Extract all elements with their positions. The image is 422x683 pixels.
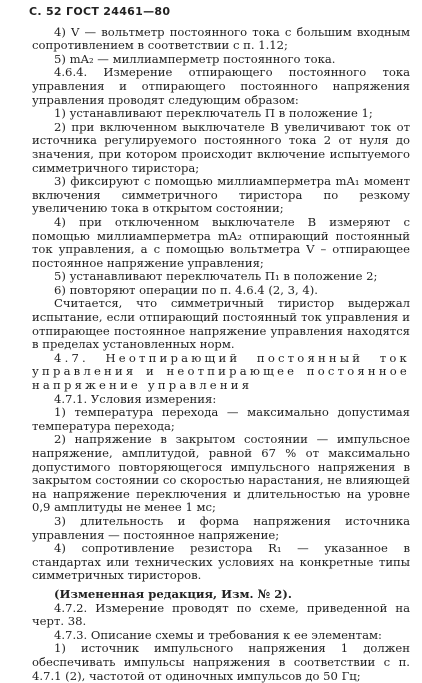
paragraph: 2) при включенном выключателе В увеличивают ток от источника регулируемого постоянного тока 2 от нуля до значения, при котором происходит включение испытуемого симметричного тиристора; xyxy=(32,119,410,175)
page-number: С. 52 xyxy=(29,5,62,18)
paragraph: 4.6.4. Измерение отпирающего постоянного тока управления и отпирающего постоянного напряжения управления проводят следующим образом: xyxy=(32,65,410,107)
paragraph: 3) длительность и форма напряжения источника управления — постоянное напряжение; xyxy=(32,513,410,542)
paragraph: 1) устанавливают переключатель П в положение 1; xyxy=(54,106,373,121)
paragraph: 4.7.2. Измерение проводят по схеме, приведенной на черт. 38. xyxy=(32,600,410,629)
paragraph: 1) температура перехода — максимально допустимая температура перехода; xyxy=(32,405,410,433)
section-heading: 4.7. Неотпирающий постоянный ток управления и неотпирающее постоянное напряжение управления xyxy=(32,350,410,393)
paragraph: 4) V — вольтметр постоянного тока с большим входным сопротивлением в соответствии с п. 1.12; xyxy=(32,24,410,53)
paragraph: 2) напряжение в закрытом состоянии — импульсное напряжение, амплитудой, равной 67 % от максимально допустимого повторяющегося импульсного напряжения в закрытом состоянии со скоростью нарастания, не влияющей на напряжение переключения и длительностью на уровне 0,9 амплитуды не менее 1 мс; xyxy=(32,432,410,515)
amendment-note: (Измененная редакция, Изм. № 2). xyxy=(54,586,292,601)
standard-number: ГОСТ 24461—80 xyxy=(66,5,171,18)
paragraph: 1) источник импульсного напряжения 1 должен обеспечивать импульсы напряжения в соответствии с п. 4.7.1 (2), частотой от одиночных импульсов до 50 Гц; xyxy=(32,641,410,683)
paragraph: 4.7.3. Описание схемы и требования к ее элементам: xyxy=(54,627,382,642)
paragraph: 5) устанавливают переключатель П₁ в положение 2; xyxy=(54,269,378,284)
page-header xyxy=(29,5,410,19)
paragraph: Считается, что симметричный тиристор выдержал испытание, если отпирающий постоянный ток управления и отпирающее постоянное напряжение управления находятся в пределах установленных норм. xyxy=(32,296,410,352)
paragraph: 6) повторяют операции по п. 4.6.4 (2, 3, 4). xyxy=(54,282,318,297)
paragraph: 5) mA₂ — миллиамперметр постоянного тока. xyxy=(54,51,336,66)
paragraph: 3) фиксируют с помощью миллиамперметра mA₁ момент включения симметричного тиристора по резкому увеличению тока в открытом состоянии; xyxy=(32,174,410,216)
paragraph: 4) сопротивление резистора R₁ — указанное в стандартах или технических условиях на конкретные типы симметричных тиристоров. xyxy=(32,541,410,583)
paragraph: 4.7.1. Условия измерения: xyxy=(54,391,217,406)
paragraph: 4) при отключенном выключателе В измеряют с помощью миллиамперметра mA₂ отпирающий постоянный ток управления, а с помощью вольтметра V – отпирающее постоянное напряжение управления; xyxy=(32,214,410,270)
